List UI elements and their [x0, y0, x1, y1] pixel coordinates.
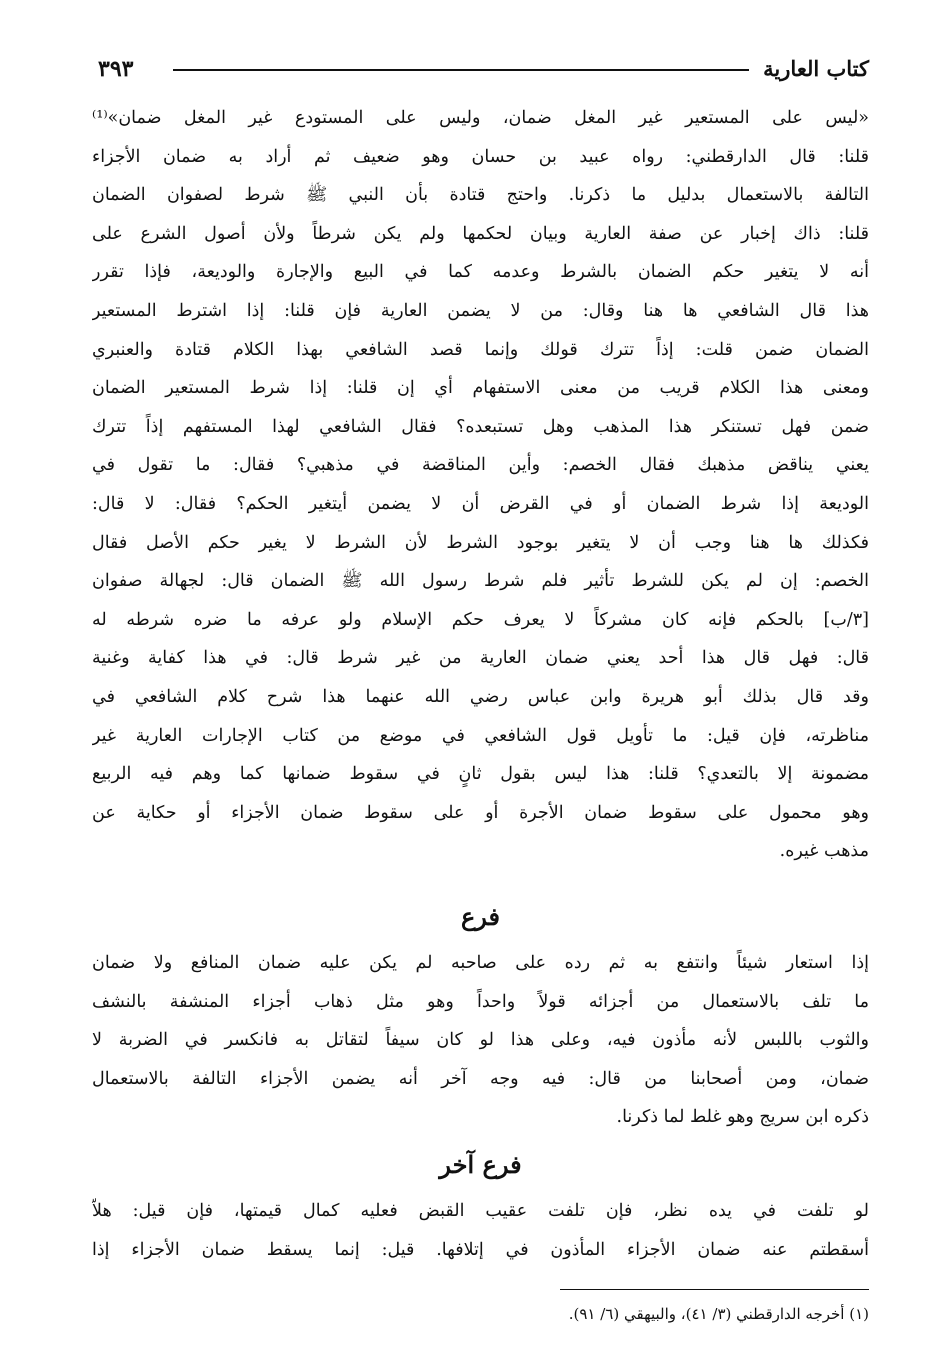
- text-line: ضمان، ومن أصحابنا من قال: فيه وجه آخر أنه يضمن الأجزاء التالفة بالاستعمال: [92, 1068, 869, 1089]
- section-heading: فرع: [460, 902, 501, 931]
- text-line: ما تلف بالاستعمال من أجزائه قولاً واحداً وهو مثل ذهاب أجزاء المنشفة بالنشف: [92, 991, 869, 1012]
- text-line: مضمونة إلا بالتعدي؟ قلنا: هذا ليس بقول ثانٍ في سقوط ضمانها كما وهم فيه الربيع: [92, 764, 869, 785]
- text-line: ومعنى هذا الكلام قريب من معنى الاستفهام أي إن قلنا: إذا شرط المستعير الضمان: [92, 378, 869, 399]
- text-line: أسقطتم عنه ضمان الأجزاء المأذون في إتلافها. قيل: إنما يسقط ضمان الأجزاء إذا: [92, 1239, 869, 1260]
- text-line: ضمن فهل تستنكر هذا المذهب وهل تستبعده؟ فقال الشافعي لهذا المستفهم إذاً تترك: [92, 416, 869, 437]
- page-number: ٣٩٣: [98, 56, 134, 82]
- text-line: مذهب غيره.: [779, 841, 869, 862]
- text-line: والثوب باللبس لأنه مأذون فيه، وعلى هذا لو كان سيفاً لتقاتل به فانكسر في الضربة لا: [92, 1030, 869, 1051]
- text-line: فكذلك ها هنا وجب أن لا يتغير بوجود الشرط لأن الشرط لا يغير حكم الأصل فقال: [92, 532, 869, 553]
- text-line: ذكره ابن سريج وهو غلط لما ذكرنا.: [616, 1107, 869, 1128]
- header-rule: [173, 69, 749, 71]
- footnote-rule: [560, 1289, 869, 1290]
- text-line: «ليس على المستعير غير المغل ضمان، وليس على المستودع غير المغل ضمان»⁽¹⁾: [92, 108, 869, 128]
- text-line: إذا استعار شيئاً وانتفع به ثم رده على صاحبه لم يكن عليه ضمان المنافع ولا ضمان: [92, 953, 869, 973]
- main-text: [92, 99, 869, 871]
- text-line: قلنا: ذاك إخبار عن صفة العارية وبيان لحكمها ولم يكن شرطاً ولأن أصول الشرع على: [92, 223, 869, 244]
- text-line: الخصم: إن لم يكن للشرط تأثير فلم شرط رسول الله ﷺ الضمان قال: لجهالة صفوان: [92, 571, 869, 592]
- text-line: الضمان ضمن قلت: إذاً تترك قولك وإنما قصد الشافعي بهذا الكلام قتادة والعنبري: [92, 339, 869, 360]
- text-line: يعني يناقض مذهبك فقال الخصم: وأين المناقضة في مذهبي؟ فقال: ما تقول في: [92, 455, 869, 476]
- text-line: أنه لا يتغير حكم الضمان بالشرط وعدمه كما في البيع والإجارة والوديعة، فإذا تقرر: [92, 262, 869, 283]
- text-line: الوديعة إذا شرط الضمان أو في القرض أن لا يضمن أيتغير الحكم؟ فقال: لا قال:: [92, 493, 869, 514]
- section-text: [92, 944, 869, 1137]
- text-line: مناظرته، فإن قيل: ما تأويل قول الشافعي في موضع من كتاب الإجارات العارية غير: [92, 725, 869, 746]
- text-line: قال: فهل قال هذا أحد يعني ضمان العارية من غير شرط قال: في هذا كفاية وغنية: [92, 648, 869, 669]
- chapter-title: كتاب العارية: [763, 56, 869, 81]
- footnote: (١) أخرجه الدارقطني (٣/ ٤١)، والبيهقي (٦/ ٩١).: [568, 1305, 869, 1323]
- section-text: [92, 1192, 869, 1269]
- text-line: التالفة بالاستعمال بدليل ما ذكرنا. واحتج قتادة بأن النبي ﷺ شرط لصفوان الضمان: [92, 185, 869, 206]
- text-line: لو تلفت في يده نظر، فإن تلفت عقيب القبض فعليه كمال قيمتها، فإن قيل: هلاّ: [92, 1201, 869, 1221]
- text-line: [٣/ب] بالحكم فإنه كان مشركاً لا يعرف حكم الإسلام ولو عرفه ما ضره شرطه له: [92, 609, 869, 630]
- text-line: هذا قال الشافعي ها هنا وقال: من لا يضمن العارية فإن قلنا: إذا اشترط المستعير: [92, 300, 869, 321]
- text-line: قلنا: قال الدارقطني: رواه عبيد بن حسان وهو ضعيف ثم أراد به ضمان الأجزاء: [92, 146, 869, 167]
- page-header: [98, 52, 869, 86]
- section-heading: فرع آخر: [439, 1150, 522, 1179]
- text-line: وقد قال بذلك أبو هريرة وابن عباس رضي الله عنهما هذا شرح كلام الشافعي في: [92, 686, 869, 707]
- text-line: وهو محمول على سقوط ضمان الأجرة أو على سقوط ضمان الأجزاء أو حكاية عن: [92, 802, 869, 823]
